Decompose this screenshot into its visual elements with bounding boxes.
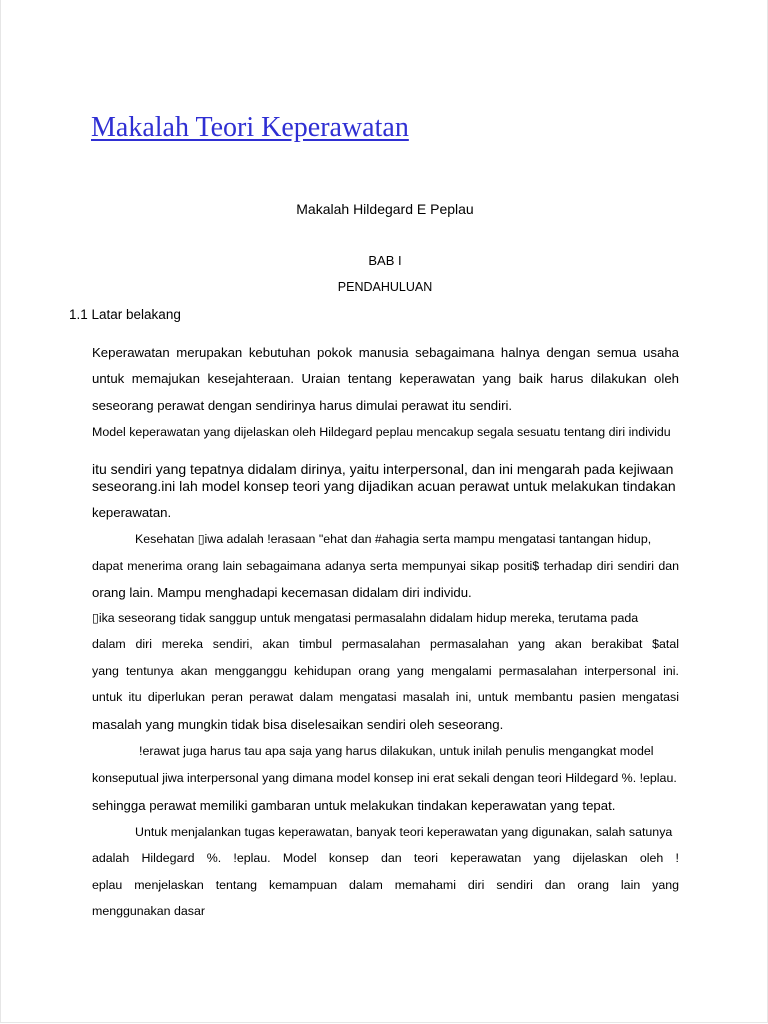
paragraph-line: menggunakan dasar xyxy=(92,904,205,918)
paragraph-line: dapat menerima orang lain sebagaimana adanya serta mempunyai sikap positi$ terhadap diri sendiri dan xyxy=(92,559,679,573)
paragraph-line: dalam diri mereka sendiri, akan timbul permasalahan permasalahan yang akan berakibat $atal xyxy=(92,637,679,651)
paragraph-line: orang lain. Mampu menghadapi kecemasan didalam diri individu. xyxy=(92,585,472,600)
document-title-link[interactable]: Makalah Teori Keperawatan xyxy=(91,112,409,143)
paragraph-line: untuk itu diperlukan peran perawat dalam mengatasi masalah ini, untuk membantu pasien mengatasi xyxy=(92,690,679,704)
paragraph-line: Model keperawatan yang dijelaskan oleh Hildegard peplau mencakup segala sesuatu tentang diri individu xyxy=(92,425,671,439)
paragraph-line: Kesehatan ▯iwa adalah !erasaan "ehat dan #ahagia serta mampu mengatasi tantangan hidup, xyxy=(135,532,652,546)
paragraph-line: konseputual jiwa interpersonal yang dimana model konsep ini erat sekali dengan teori Hildegard %. !eplau. xyxy=(92,771,677,785)
paragraph-line: eplau menjelaskan tentang kemampuan dalam memahami diri sendiri dan orang lain yang xyxy=(92,878,679,892)
paragraph-line: adalah Hildegard %. !eplau. Model konsep dan teori keperawatan yang dijelaskan oleh ! xyxy=(92,851,679,865)
paragraph-line: itu sendiri yang tepatnya didalam dirinya, yaitu interpersonal, dan ini mengarah pada kejiwaan xyxy=(92,461,674,477)
paragraph-line: sehingga perawat memiliki gambaran untuk melakukan tindakan keperawatan yang tepat. xyxy=(92,798,616,813)
paragraph-line: ▯ika seseorang tidak sanggup untuk mengatasi permasalahn didalam hidup mereka, terutama pada xyxy=(92,611,639,625)
paragraph-line: yang tentunya akan mengganggu kehidupan orang yang mengalami permasalahan interpersonal ini. xyxy=(92,664,679,678)
paragraph-line: Untuk menjalankan tugas keperawatan, banyak teori keperawatan yang digunakan, salah satunya xyxy=(135,825,673,839)
paragraph-line: !erawat juga harus tau apa saja yang harus dilakukan, untuk inilah penulis mengangkat model xyxy=(139,744,654,758)
chapter-title: PENDAHULUAN xyxy=(337,280,433,294)
paragraph-line: seseorang perawat dengan sendirinya harus dimulai perawat itu sendiri. xyxy=(92,398,513,413)
section-heading: 1.1 Latar belakang xyxy=(69,307,181,322)
document-subtitle: Makalah Hildegard E Peplau xyxy=(296,201,474,217)
paragraph-line: seseorang.ini lah model konsep teori yang dijadikan acuan perawat untuk melakukan tindakan xyxy=(92,478,676,494)
chapter-number: BAB I xyxy=(368,253,402,268)
paragraph-line: untuk memajukan kesejahteraan. Uraian tentang keperawatan yang baik harus dilakukan oleh xyxy=(92,371,679,386)
paragraph-line: Keperawatan merupakan kebutuhan pokok manusia sebagaimana halnya dengan semua usaha xyxy=(92,345,679,360)
paragraph-line: masalah yang mungkin tidak bisa diselesaikan sendiri oleh seseorang. xyxy=(92,717,504,732)
paragraph-line: keperawatan. xyxy=(92,505,172,520)
